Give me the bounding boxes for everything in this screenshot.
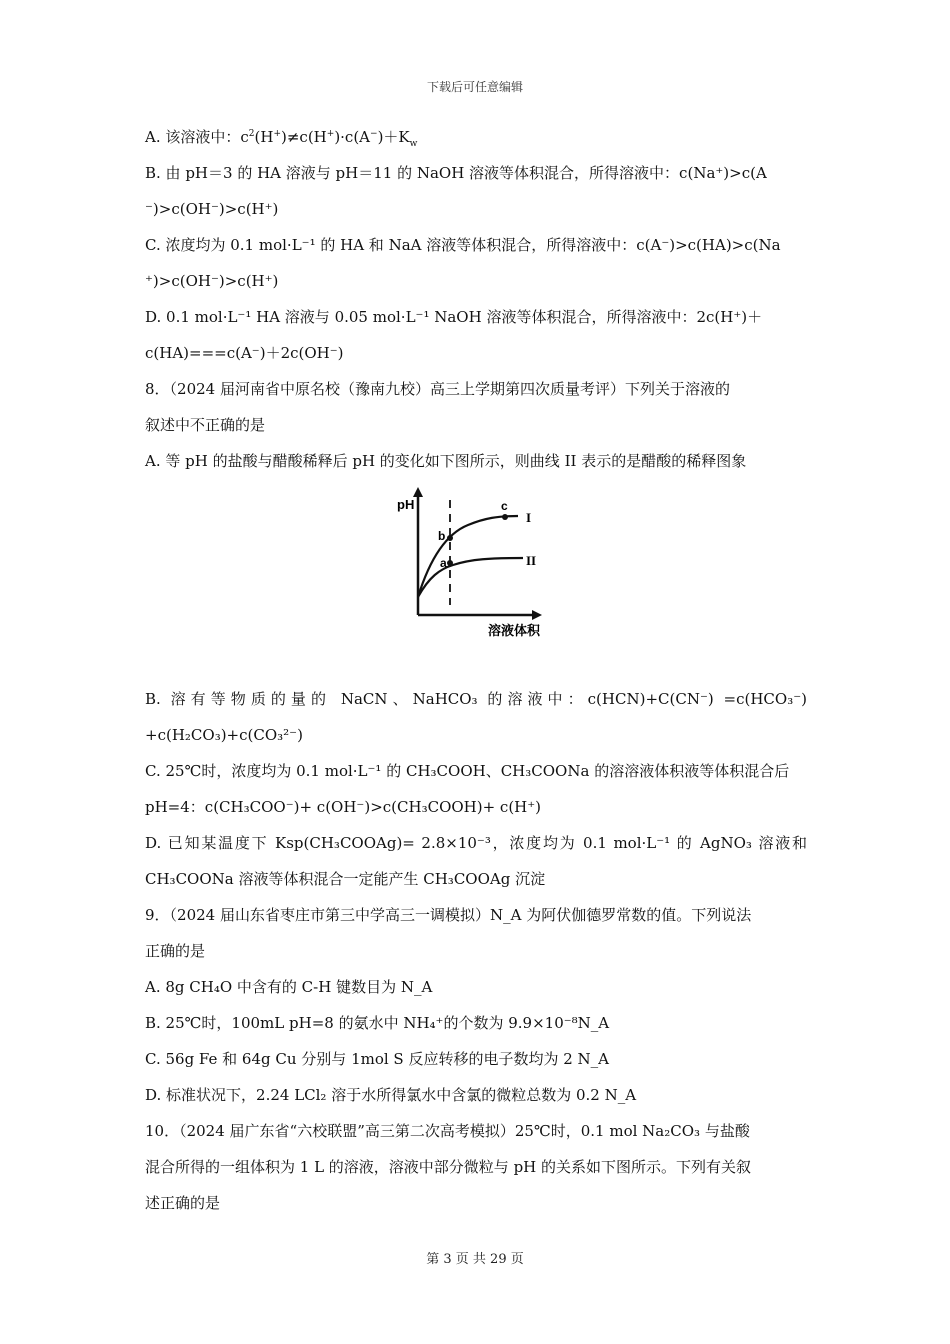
x-axis-label: 溶液体积 (488, 624, 541, 639)
q8-stem-line1: 8．（2024 届河南省中原名校（豫南九校）高三上学期第四次质量考评）下列关于溶液的 (145, 380, 730, 398)
q10-stem-line3: 述正确的是 (145, 1194, 221, 1212)
q8-option-a: A. 等 pH 的盐酸与醋酸稀释后 pH 的变化如下图所示，则曲线 II 表示的是醋酸的稀释图象 (145, 452, 747, 470)
q7-option-c-line2: ⁺)>c(OH⁻)>c(H⁺) (145, 272, 279, 290)
dilution-ph-graph (393, 485, 543, 640)
q10-stem-line2: 混合所得的一组体积为 1 L 的溶液，溶液中部分微粒与 pH 的关系如下图所示。下列有关叙 (145, 1158, 752, 1176)
point-a (447, 560, 453, 566)
q7-option-b-line2: ⁻)>c(OH⁻)>c(H⁺) (145, 200, 279, 218)
q7-option-c-line1: C. 浓度均为 0.1 mol·L⁻¹ 的 HA 和 NaA 溶液等体积混合，所得溶液中：c(A⁻)>c(HA)>c(Na (145, 236, 781, 254)
point-c (502, 514, 508, 520)
x-axis-arrow (532, 610, 542, 620)
q7-option-d-line1: D. 0.1 mol·L⁻¹ HA 溶液与 0.05 mol·L⁻¹ NaOH 溶液等体积混合，所得溶液中：2c(H⁺)＋ (145, 308, 763, 326)
q8-option-b-line2: +c(H₂CO₃)+c(CO₃²⁻) (145, 726, 303, 744)
q7-option-d-line2: c(HA)===c(A⁻)＋2c(OH⁻) (145, 344, 344, 362)
q9-option-b: B. 25℃时，100mL pH=8 的氨水中 NH₄⁺的个数为 9.9×10⁻⁸N_A (145, 1014, 610, 1032)
curve-i (418, 516, 518, 597)
q7-option-a: A. 该溶液中：$c^2(H^+)\ne c(H^+)\cdot c(A^-)+K_w$ (145, 128, 418, 149)
q9-stem-line1: 9．（2024 届山东省枣庄市第三中学高三一调模拟）N_A 为阿伏伽德罗常数的值。下列说法 (145, 906, 752, 924)
q7-option-b-line1: B. 由 pH＝3 的 HA 溶液与 pH＝11 的 NaOH 溶液等体积混合，所得溶液中：c(Na⁺)>c(A (145, 164, 767, 182)
q8-stem-line2: 叙述中不正确的是 (145, 416, 266, 434)
curve-ii (418, 558, 523, 597)
q8-option-b-line1: B. 溶有等物质的量的 NaCN、NaHCO₃ 的溶液中：c(HCN)+C(CN⁻) =c(HCO₃⁻) (145, 690, 807, 708)
point-a-label: a (440, 556, 447, 570)
q8-option-d-line1: D. 已知某温度下 Ksp(CH₃COOAg)= 2.8×10⁻³，浓度均为 0.1 mol·L⁻¹ 的 AgNO₃ 溶液和 (145, 834, 807, 852)
q8-option-c-line2: pH=4：c(CH₃COO⁻)+ c(OH⁻)>c(CH₃COOH)+ c(H⁺) (145, 798, 542, 816)
point-c-label: c (501, 499, 508, 513)
q10-stem-line1: 10．（2024 届广东省“六校联盟”高三第二次高考模拟）25℃时，0.1 mol Na₂CO₃ 与盐酸 (145, 1122, 750, 1140)
point-b-label: b (438, 529, 446, 543)
page-footer: 第 3 页 共 29 页 (426, 1252, 524, 1267)
q8-option-c-line1: C. 25℃时，浓度均为 0.1 mol·L⁻¹ 的 CH₃COOH、CH₃COONa 的溶溶液体积液等体积混合后 (145, 762, 790, 780)
document-body (145, 119, 807, 1221)
q9-stem-line2: 正确的是 (145, 942, 206, 960)
y-axis-label: pH (397, 497, 415, 512)
q9-option-d: D. 标准状况下，2.24 LCl₂ 溶于水所得氯水中含氯的微粒总数为 0.2 N_A (145, 1086, 637, 1104)
y-axis-arrow (413, 487, 423, 497)
q9-option-a: A. 8g CH₄O 中含有的 C-H 键数目为 N_A (145, 978, 433, 996)
q9-option-c: C. 56g Fe 和 64g Cu 分别与 1mol S 反应转移的电子数均为 2 N_A (145, 1050, 610, 1068)
q8-option-d-line2: CH₃COONa 溶液等体积混合一定能产生 CH₃COOAg 沉淀 (145, 870, 546, 888)
dilution-ph-figure (145, 481, 807, 679)
curve-ii-label: II (526, 553, 537, 568)
page-header: 下载后可任意编辑 (426, 80, 523, 94)
point-b (447, 535, 453, 541)
curve-i-label: I (526, 510, 532, 525)
